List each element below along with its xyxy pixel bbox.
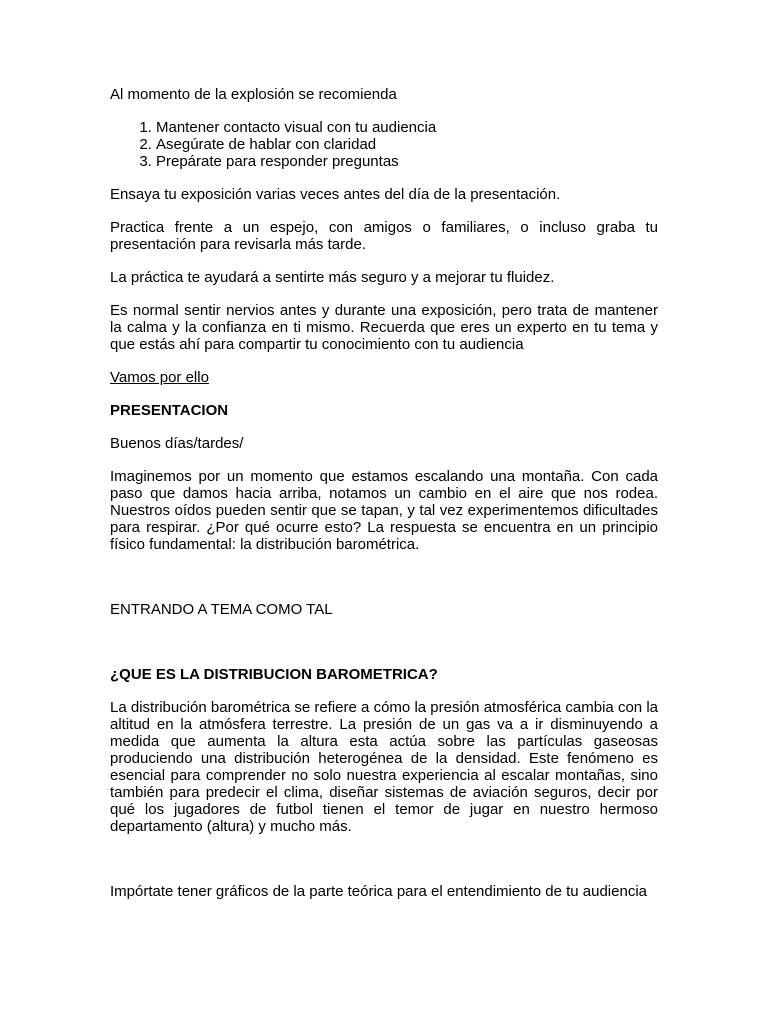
section-entrando: ENTRANDO A TEMA COMO TAL [110,601,333,618]
paragraph-practica: Practica frente a un espejo, con amigos o familiares, o incluso graba tu presentación para revisarla más tarde. [110,219,658,253]
list-item: 3. Prepárate para responder preguntas [156,153,658,170]
paragraph-ensaya: Ensaya tu exposición varias veces antes del día de la presentación. [110,186,561,203]
vamos-underlined: Vamos por ello [110,369,209,386]
list-item: 1. Mantener contacto visual con tu audiencia [156,119,658,136]
heading-que-es: ¿QUE ES LA DISTRIBUCION BAROMETRICA? [110,666,438,683]
paragraph-nervios: Es normal sentir nervios antes y durante una exposición, pero trata de mantener la calma y la confianza en ti mismo. Recuerda que eres un experto en tu tema y que estás ahí para compartir tu conocimiento con tu audiencia [110,302,658,353]
paragraph-montana: Imaginemos por un momento que estamos escalando una montaña. Con cada paso que damos hacia arriba, notamos un cambio en el aire que nos rodea. Nuestros oídos pueden sentir que se tapan, y tal vez experimentemos dificultades para respirar. ¿Por qué ocurre esto? La respuesta se encuentra en un principio físico fundamental: la distribución barométrica. [110,468,658,553]
intro-text: Al momento de la explosión se recomienda [110,86,397,103]
document-page [110,86,658,916]
paragraph-practica-fluidez: La práctica te ayudará a sentirte más seguro y a mejorar tu fluidez. [110,269,555,286]
heading-presentacion: PRESENTACION [110,402,229,419]
list-item: 2. Asegúrate de hablar con claridad [156,136,658,153]
greeting-text: Buenos días/tardes/ [110,435,244,452]
recommendations-list [110,119,658,170]
paragraph-definicion: La distribución barométrica se refiere a cómo la presión atmosférica cambia con la altitud en la atmósfera terrestre. La presión de un gas va a ir disminuyendo a medida que aumenta la altura esta actúa sobre las partículas gaseosas produciendo una distribución heterogénea de la densidad. Este fenómeno es esencial para comprender no solo nuestra experiencia al escalar montañas, sino también para predecir el clima, diseñar sistemas de aviación seguros, decir por qué los jugadores de futbol tienen el temor de jugar en nuestro hermoso departamento (altura) y mucho más. [110,699,658,835]
paragraph-importante: Impórtate tener gráficos de la parte teórica para el entendimiento de tu audiencia [110,883,647,900]
vamos-por-ello-text [110,369,658,386]
